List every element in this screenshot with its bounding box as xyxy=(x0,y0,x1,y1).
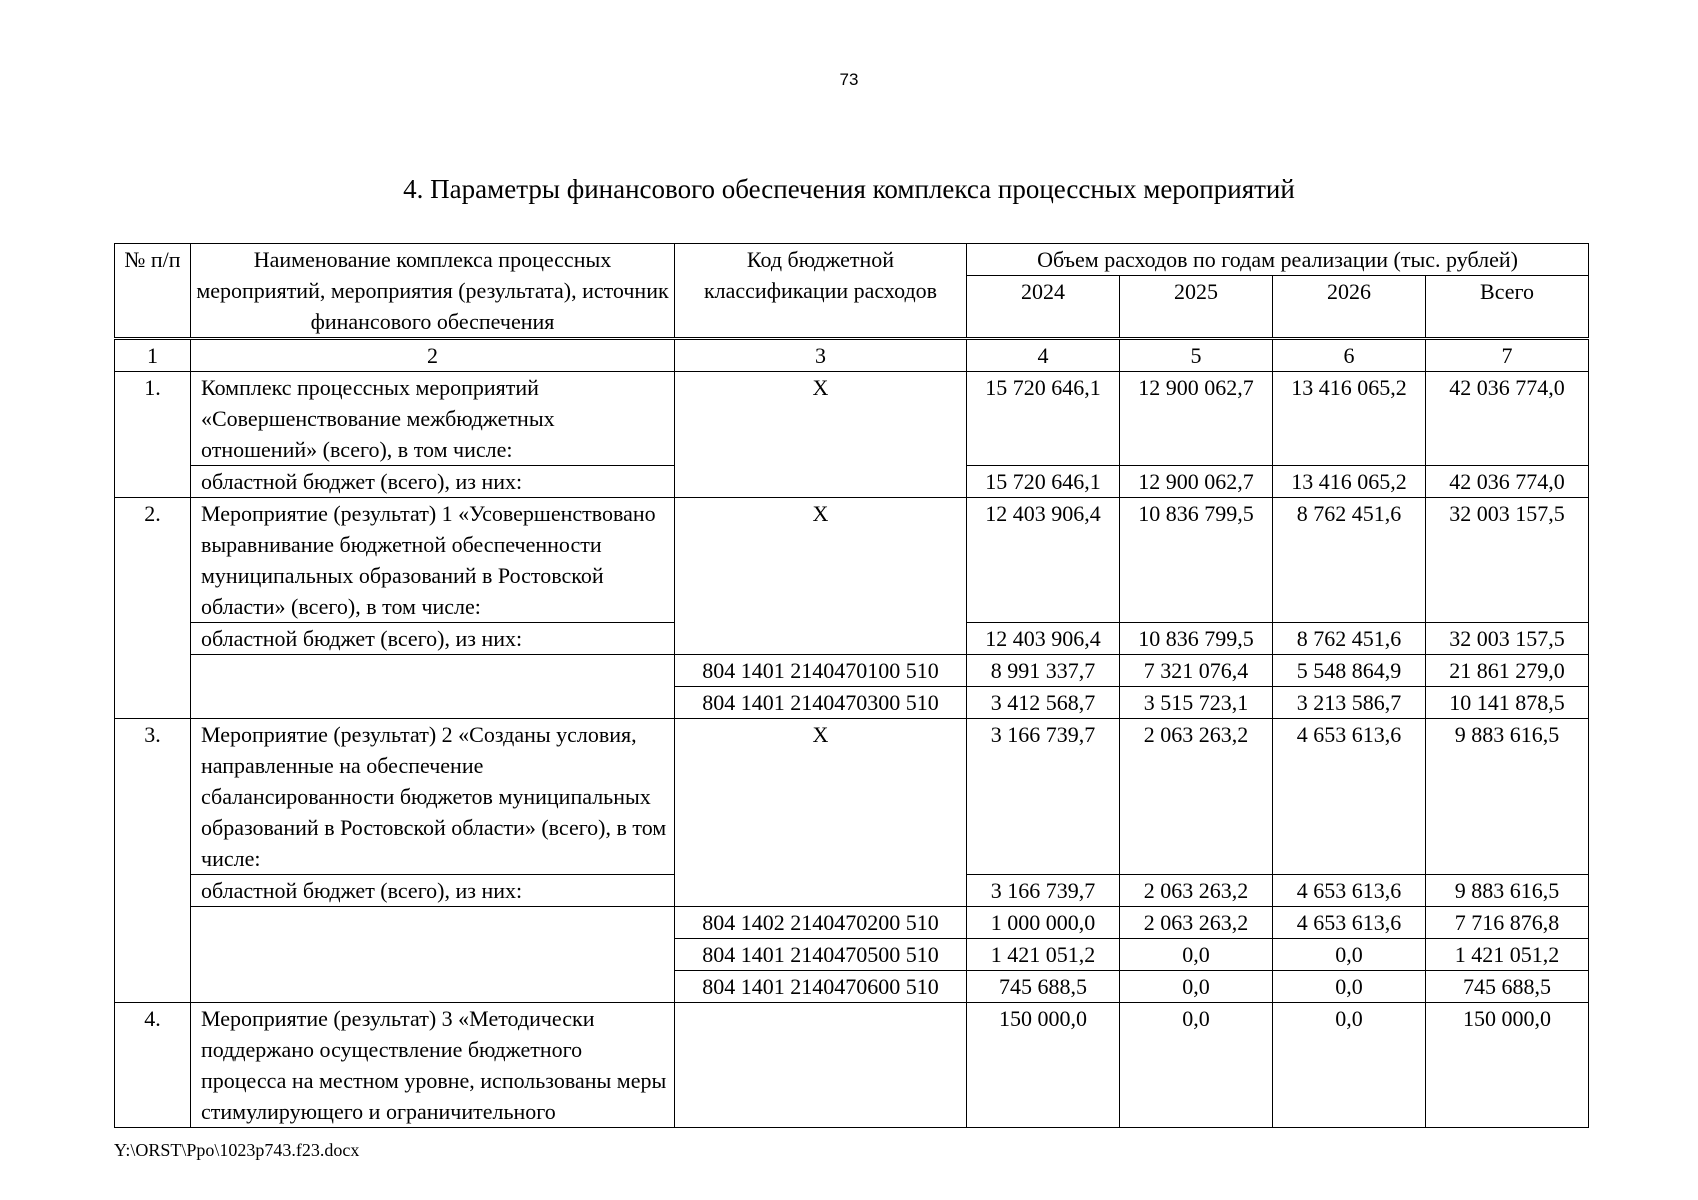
value-cell: 9 883 616,5 xyxy=(1426,719,1589,875)
table-row xyxy=(115,372,1589,466)
header-year-2026: 2026 xyxy=(1273,276,1426,339)
budget-code: 804 1401 2140470600 510 xyxy=(675,971,967,1003)
value-cell: 0,0 xyxy=(1120,971,1273,1003)
page-number: 73 xyxy=(839,70,859,89)
value-cell: 12 403 906,4 xyxy=(967,498,1120,623)
value-cell: 32 003 157,5 xyxy=(1426,498,1589,623)
value-cell: 21 861 279,0 xyxy=(1426,655,1589,687)
value-cell: 3 166 739,7 xyxy=(967,875,1120,907)
value-cell: 0,0 xyxy=(1273,939,1426,971)
value-cell: 13 416 065,2 xyxy=(1273,466,1426,498)
value-cell: 4 653 613,6 xyxy=(1273,907,1426,939)
header-row xyxy=(115,244,1589,276)
value-cell: 150 000,0 xyxy=(967,1003,1120,1128)
budget-code: 804 1401 2140470100 510 xyxy=(675,655,967,687)
value-cell: 3 166 739,7 xyxy=(967,719,1120,875)
value-cell: 745 688,5 xyxy=(1426,971,1589,1003)
value-cell: 150 000,0 xyxy=(1426,1003,1589,1128)
value-cell: 10 141 878,5 xyxy=(1426,687,1589,719)
table-row xyxy=(115,498,1589,623)
budget-label: областной бюджет (всего), из них: xyxy=(191,875,675,907)
value-cell: 2 063 263,2 xyxy=(1120,719,1273,875)
header-code: Код бюджетной классификации расходов xyxy=(675,244,967,339)
value-cell: 4 653 613,6 xyxy=(1273,875,1426,907)
header-num: № п/п xyxy=(115,244,191,339)
column-number: 3 xyxy=(675,339,967,372)
row-code: Х xyxy=(675,498,967,655)
column-number: 7 xyxy=(1426,339,1589,372)
value-cell: 7 321 076,4 xyxy=(1120,655,1273,687)
table-row xyxy=(115,907,1589,939)
row-name: Мероприятие (результат) 1 «Усовершенствовано выравнивание бюджетной обеспеченности муниципальных образований в Ростовской области» (всего), в том числе: xyxy=(191,498,675,623)
row-number: 1. xyxy=(115,372,191,498)
budget-code: 804 1401 2140470500 510 xyxy=(675,939,967,971)
value-cell: 2 063 263,2 xyxy=(1120,875,1273,907)
value-cell: 42 036 774,0 xyxy=(1426,372,1589,466)
column-numbers-row xyxy=(115,339,1589,372)
budget-code: 804 1402 2140470200 510 xyxy=(675,907,967,939)
value-cell: 9 883 616,5 xyxy=(1426,875,1589,907)
value-cell: 7 716 876,8 xyxy=(1426,907,1589,939)
value-cell: 15 720 646,1 xyxy=(967,466,1120,498)
header-year-2024: 2024 xyxy=(967,276,1120,339)
value-cell: 8 762 451,6 xyxy=(1273,623,1426,655)
value-cell: 0,0 xyxy=(1273,1003,1426,1128)
header-year-2025: 2025 xyxy=(1120,276,1273,339)
financial-table xyxy=(114,243,1589,1128)
budget-code: 804 1401 2140470300 510 xyxy=(675,687,967,719)
row-number: 4. xyxy=(115,1003,191,1128)
value-cell: 8 991 337,7 xyxy=(967,655,1120,687)
empty-name-cell xyxy=(191,907,675,1003)
table-row xyxy=(115,719,1589,875)
header-total: Всего xyxy=(1426,276,1589,339)
value-cell: 8 762 451,6 xyxy=(1273,498,1426,623)
value-cell: 0,0 xyxy=(1120,939,1273,971)
row-code xyxy=(675,1003,967,1128)
column-number: 6 xyxy=(1273,339,1426,372)
value-cell: 32 003 157,5 xyxy=(1426,623,1589,655)
table-row xyxy=(115,655,1589,687)
budget-label: областной бюджет (всего), из них: xyxy=(191,623,675,655)
budget-label: областной бюджет (всего), из них: xyxy=(191,466,675,498)
column-number: 5 xyxy=(1120,339,1273,372)
page-title: 4. Параметры финансового обеспечения комплекса процессных мероприятий xyxy=(403,174,1295,204)
value-cell: 1 421 051,2 xyxy=(967,939,1120,971)
value-cell: 4 653 613,6 xyxy=(1273,719,1426,875)
value-cell: 13 416 065,2 xyxy=(1273,372,1426,466)
header-volume: Объем расходов по годам реализации (тыс. рублей) xyxy=(967,244,1589,276)
empty-name-cell xyxy=(191,655,675,719)
value-cell: 1 000 000,0 xyxy=(967,907,1120,939)
row-name: Мероприятие (результат) 3 «Методически поддержано осуществление бюджетного процесса на местном уровне, использованы меры стимулирующего и ограничительного xyxy=(191,1003,675,1128)
value-cell: 3 412 568,7 xyxy=(967,687,1120,719)
value-cell: 12 900 062,7 xyxy=(1120,372,1273,466)
value-cell: 15 720 646,1 xyxy=(967,372,1120,466)
value-cell: 3 515 723,1 xyxy=(1120,687,1273,719)
value-cell: 0,0 xyxy=(1120,1003,1273,1128)
file-path-footer: Y:\ORST\Ppo\1023p743.f23.docx xyxy=(114,1140,360,1160)
value-cell: 3 213 586,7 xyxy=(1273,687,1426,719)
row-code: Х xyxy=(675,372,967,498)
value-cell: 10 836 799,5 xyxy=(1120,623,1273,655)
value-cell: 5 548 864,9 xyxy=(1273,655,1426,687)
header-name: Наименование комплекса процессных мероприятий, мероприятия (результата), источник финансового обеспечения xyxy=(191,244,675,339)
value-cell: 12 900 062,7 xyxy=(1120,466,1273,498)
value-cell: 2 063 263,2 xyxy=(1120,907,1273,939)
row-name: Мероприятие (результат) 2 «Созданы условия, направленные на обеспечение сбалансированности бюджетов муниципальных образований в Ростовской области» (всего), в том числе: xyxy=(191,719,675,875)
column-number: 1 xyxy=(115,339,191,372)
row-number: 3. xyxy=(115,719,191,1003)
row-number: 2. xyxy=(115,498,191,719)
value-cell: 1 421 051,2 xyxy=(1426,939,1589,971)
row-code: Х xyxy=(675,719,967,907)
table-row xyxy=(115,1003,1589,1128)
column-number: 2 xyxy=(191,339,675,372)
value-cell: 12 403 906,4 xyxy=(967,623,1120,655)
value-cell: 745 688,5 xyxy=(967,971,1120,1003)
column-number: 4 xyxy=(967,339,1120,372)
value-cell: 10 836 799,5 xyxy=(1120,498,1273,623)
value-cell: 0,0 xyxy=(1273,971,1426,1003)
row-name: Комплекс процессных мероприятий «Совершенствование межбюджетных отношений» (всего), в том числе: xyxy=(191,372,675,466)
value-cell: 42 036 774,0 xyxy=(1426,466,1589,498)
